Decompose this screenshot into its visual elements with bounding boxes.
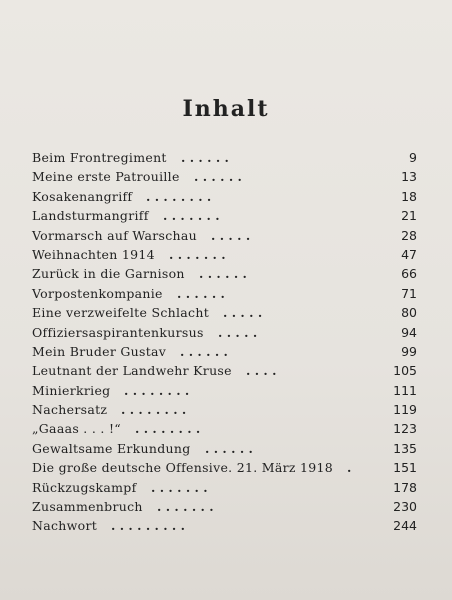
toc-entry <box>32 325 417 344</box>
dot-leader: . . . . . . <box>194 169 242 185</box>
toc-entry <box>32 402 417 421</box>
toc-entry-page: 21 <box>401 208 417 224</box>
toc-entry-title: Eine verzweifelte Schlacht <box>32 305 210 321</box>
dot-leader: . . . . . . <box>177 285 225 301</box>
toc-entry-title: Leutnant der Landwehr Kruse <box>32 363 232 379</box>
toc-entry <box>32 189 417 208</box>
toc-entry <box>32 228 417 247</box>
dot-leader: . . . . . . . . <box>146 188 212 204</box>
toc-entry <box>32 208 417 227</box>
dot-leader: . . . . . . . <box>163 208 220 224</box>
toc-entry-title: Die große deutsche Offensive. 21. März 1918 <box>32 460 334 476</box>
toc-entry-page: 111 <box>393 382 417 398</box>
toc-entry-title: Kosakenangriff <box>32 188 133 204</box>
toc-entry-title: Minierkrieg <box>32 382 111 398</box>
toc-entry <box>32 518 417 537</box>
toc-entry <box>32 421 417 440</box>
toc-entry <box>32 441 417 460</box>
toc-entry <box>32 169 417 188</box>
toc-entry-page: 47 <box>401 246 417 262</box>
toc-entry-page: 178 <box>393 479 417 495</box>
dot-leader: . . . . . <box>218 324 258 340</box>
toc-entry <box>32 383 417 402</box>
page-title: Inhalt <box>182 96 270 122</box>
toc-entry <box>32 499 417 518</box>
toc-entry-title: Mein Bruder Gustav <box>32 343 167 359</box>
dot-leader: . . . . . . <box>199 266 247 282</box>
toc-entry-page: 71 <box>401 285 417 301</box>
toc-entry <box>32 305 417 324</box>
toc-entry-title: Offiziersaspirantenkursus <box>32 324 204 340</box>
toc-entry-title: Weihnachten 1914 <box>32 246 155 262</box>
toc-entry-title: Landsturmangriff <box>32 208 149 224</box>
toc-entry-page: 119 <box>393 402 417 418</box>
dot-leader: . . . . . . <box>205 440 253 456</box>
toc-entry <box>32 344 417 363</box>
dot-leader: . . . . . . . . <box>121 402 187 418</box>
toc-entry-page: 135 <box>393 440 417 456</box>
toc-entry-page: 151 <box>393 460 417 476</box>
toc-entry-page: 244 <box>393 518 417 534</box>
toc-entry <box>32 266 417 285</box>
toc-entry-page: 28 <box>401 227 417 243</box>
toc-entry <box>32 286 417 305</box>
dot-leader: . . . . . . <box>181 150 229 165</box>
toc-entry-page: 13 <box>401 169 417 185</box>
toc-entry-page: 123 <box>393 421 417 437</box>
toc-entry <box>32 480 417 499</box>
dot-leader: . <box>347 460 352 476</box>
toc-entry-page: 99 <box>401 343 417 359</box>
toc-entry-page: 105 <box>393 363 417 379</box>
toc-entry-title: Meine erste Patrouille <box>32 169 180 185</box>
dot-leader: . . . . . <box>223 305 263 321</box>
toc-entry-title: Vormarsch auf Warschau <box>32 227 197 243</box>
dot-leader: . . . . <box>246 363 277 379</box>
toc-entry-title: Nachwort <box>32 518 98 534</box>
dot-leader: . . . . . . . <box>157 499 214 515</box>
toc-entry-title: Nachersatz <box>32 402 108 418</box>
toc-entry-title: Rückzugskampf <box>32 479 137 495</box>
table-of-contents <box>32 150 417 538</box>
dot-leader: . . . . . . . . <box>124 382 190 398</box>
toc-entry-page: 18 <box>401 188 417 204</box>
toc-entry-title: Zurück in die Garnison <box>32 266 185 282</box>
toc-entry-page: 9 <box>409 150 417 165</box>
toc-entry-page: 94 <box>401 324 417 340</box>
toc-entry-page: 230 <box>393 499 417 515</box>
toc-entry-title: Vorpostenkompanie <box>32 285 163 301</box>
dot-leader: . . . . . . . <box>151 479 208 495</box>
toc-entry <box>32 363 417 382</box>
dot-leader: . . . . . . . <box>169 246 226 262</box>
dot-leader: . . . . . . . . . <box>111 518 185 534</box>
dot-leader: . . . . . . . . <box>135 421 201 437</box>
toc-entry-title: Gewaltsame Erkundung <box>32 440 191 456</box>
toc-entry <box>32 460 417 479</box>
dot-leader: . . . . . . <box>180 343 228 359</box>
toc-entry-title: Zusammenbruch <box>32 499 143 515</box>
toc-entry-title: „Gaaas . . . !“ <box>32 421 121 437</box>
toc-entry-page: 66 <box>401 266 417 282</box>
toc-entry <box>32 150 417 169</box>
toc-entry <box>32 247 417 266</box>
toc-entry-title: Beim Frontregiment <box>32 150 167 165</box>
toc-entry-page: 80 <box>401 305 417 321</box>
dot-leader: . . . . . <box>211 227 251 243</box>
